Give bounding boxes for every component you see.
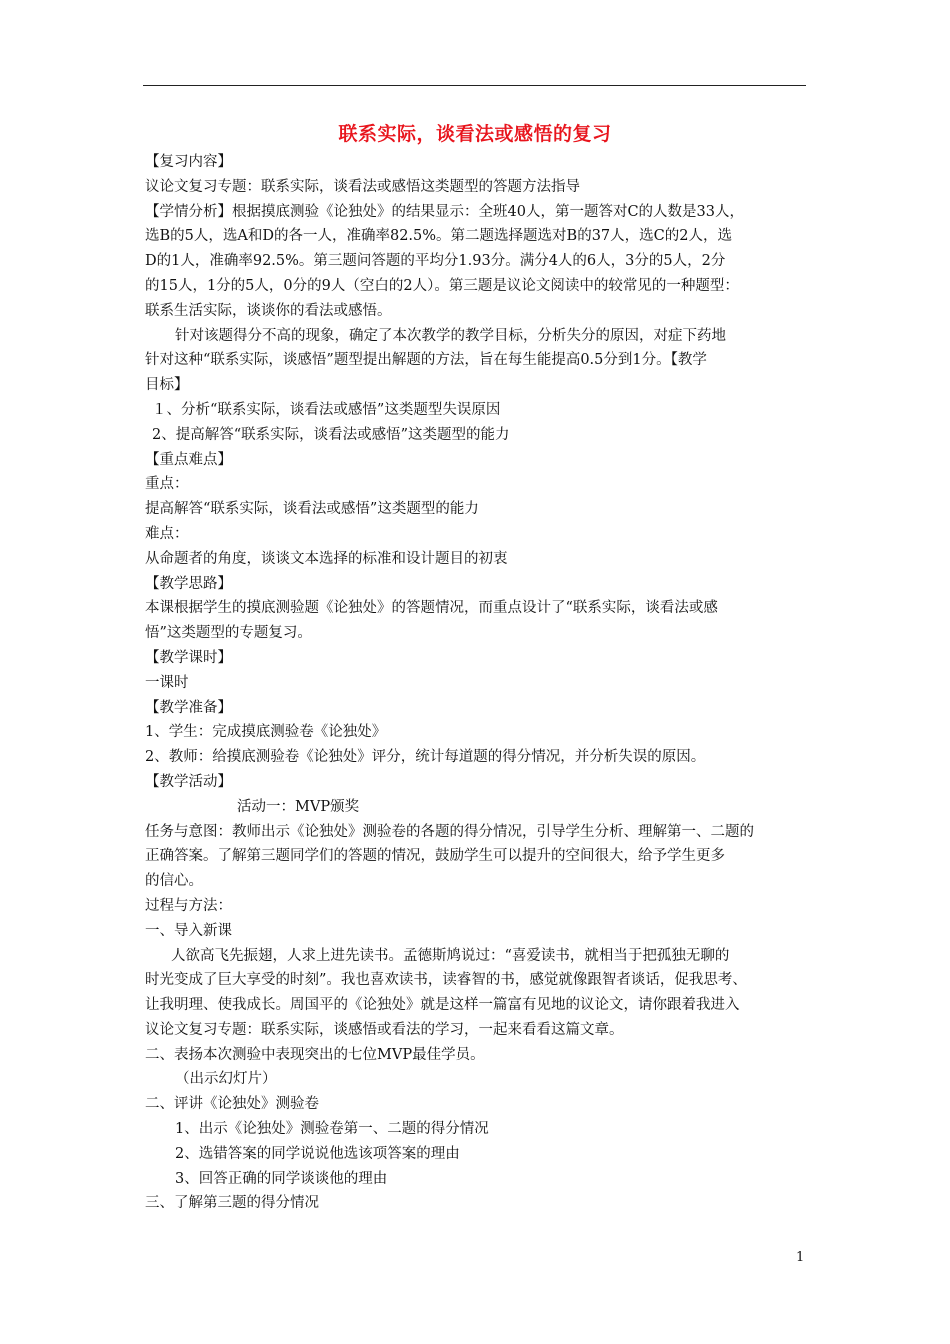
paragraph-line: （出示幻灯片） <box>175 1071 277 1088</box>
paragraph-line: 的15人，1分的5人，0分的9人（空白的2人）。第三题是议论文阅读中的较常见的一种题型： <box>145 277 739 294</box>
paragraph-line: 人欲高飞先振翅，人求上进先读书。孟德斯鸠说过：“喜爱读书，就相当于把孤独无聊的 <box>171 947 730 964</box>
heading-activities: 【教学活动】 <box>145 773 232 790</box>
paragraph-line: 选B的5人，选A和D的各一人，准确率82.5%。第二题选择题选对B的37人，选C的2人，选 <box>145 228 732 245</box>
list-item: １、分析“联系实际，谈看法或感悟”这类题型失误原因 <box>152 401 501 418</box>
list-item: 2、选错答案的同学说说他选该项答案的理由 <box>175 1145 460 1162</box>
paragraph-line: 时光变成了巨大享受的时刻”。我也喜欢读书，读睿智的书，感觉就像跟智者谈话，促我思考、 <box>145 972 747 989</box>
document-body <box>145 150 810 1216</box>
paragraph-line: 难点： <box>145 525 189 542</box>
paragraph-line: 一课时 <box>145 674 189 691</box>
section-heading: 三、了解第三题的得分情况 <box>145 1195 319 1212</box>
paragraph-line: 目标】 <box>145 377 189 394</box>
paragraph-line: 提高解答“联系实际，谈看法或感悟”这类题型的能力 <box>145 501 479 518</box>
paragraph-line: 针对这种“联系实际，谈感悟”题型提出解题的方法，旨在每生能提高0.5分到1分。【教学 <box>145 352 707 369</box>
activity-title: 活动一：MVP颁奖 <box>237 798 360 815</box>
paragraph-line: D的1人，准确率92.5%。第三题问答题的平均分1.93分。满分4人的6人，3分的5人，2分 <box>145 253 726 270</box>
list-item: 3、回答正确的同学谈谈他的理由 <box>175 1170 388 1187</box>
list-item: 2、提高解答“联系实际，谈看法或感悟”这类题型的能力 <box>152 426 510 443</box>
paragraph-line: 【学情分析】根据摸底测验《论独处》的结果显示：全班40人，第一题答对C的人数是33人， <box>145 203 744 220</box>
page-title: 联系实际，谈看法或感悟的复习 <box>338 123 612 145</box>
paragraph-line: 联系生活实际，谈谈你的看法或感悟。 <box>145 302 392 319</box>
paragraph-line: 正确答案。了解第三题同学们的答题的情况，鼓励学生可以提升的空间很大，给予学生更多 <box>145 848 725 865</box>
section-heading: 二、评讲《论独处》测验卷 <box>145 1096 319 1113</box>
paragraph-line: 的信心。 <box>145 873 203 890</box>
paragraph-line: 针对该题得分不高的现象，确定了本次教学的教学目标，分析失分的原因，对症下药地 <box>175 327 726 344</box>
heading-preparation: 【教学准备】 <box>145 699 232 716</box>
section-heading: 二、表扬本次测验中表现突出的七位MVP最佳学员。 <box>145 1046 485 1063</box>
section-heading: 一、导入新课 <box>145 922 232 939</box>
list-item: 2、教师：给摸底测验卷《论独处》评分，统计每道题的得分情况，并分析失误的原因。 <box>145 749 706 766</box>
header-rule <box>143 85 806 86</box>
paragraph-line: 悟”这类题型的专题复习。 <box>145 625 312 642</box>
heading-teaching-idea: 【教学思路】 <box>145 575 232 592</box>
heading-key-points: 【重点难点】 <box>145 451 232 468</box>
heading-review-content: 【复习内容】 <box>145 154 232 170</box>
paragraph-line: 本课根据学生的摸底测验题《论独处》的答题情况，而重点设计了“联系实际，谈看法或感 <box>145 600 718 617</box>
page-number: 1 <box>796 1250 805 1265</box>
paragraph-line: 让我明理、使我成长。周国平的《论独处》就是这样一篇富有见地的议论文，请你跟着我进入 <box>145 997 740 1014</box>
paragraph-line: 议论文复习专题：联系实际，谈感悟或看法的学习，一起来看看这篇文章。 <box>145 1021 624 1038</box>
paragraph-line: 任务与意图：教师出示《论独处》测验卷的各题的得分情况，引导学生分析、理解第一、二题的 <box>145 823 754 840</box>
paragraph-line: 重点： <box>145 476 189 493</box>
list-item: 1、学生：完成摸底测验卷《论独处》 <box>145 724 387 741</box>
paragraph-line: 从命题者的角度，谈谈文本选择的标准和设计题目的初衷 <box>145 550 508 567</box>
heading-class-hours: 【教学课时】 <box>145 649 232 666</box>
paragraph-line: 议论文复习专题：联系实际，谈看法或感悟这类题型的答题方法指导 <box>145 178 580 195</box>
paragraph-line: 过程与方法： <box>145 897 232 914</box>
list-item: 1、出示《论独处》测验卷第一、二题的得分情况 <box>175 1121 489 1138</box>
